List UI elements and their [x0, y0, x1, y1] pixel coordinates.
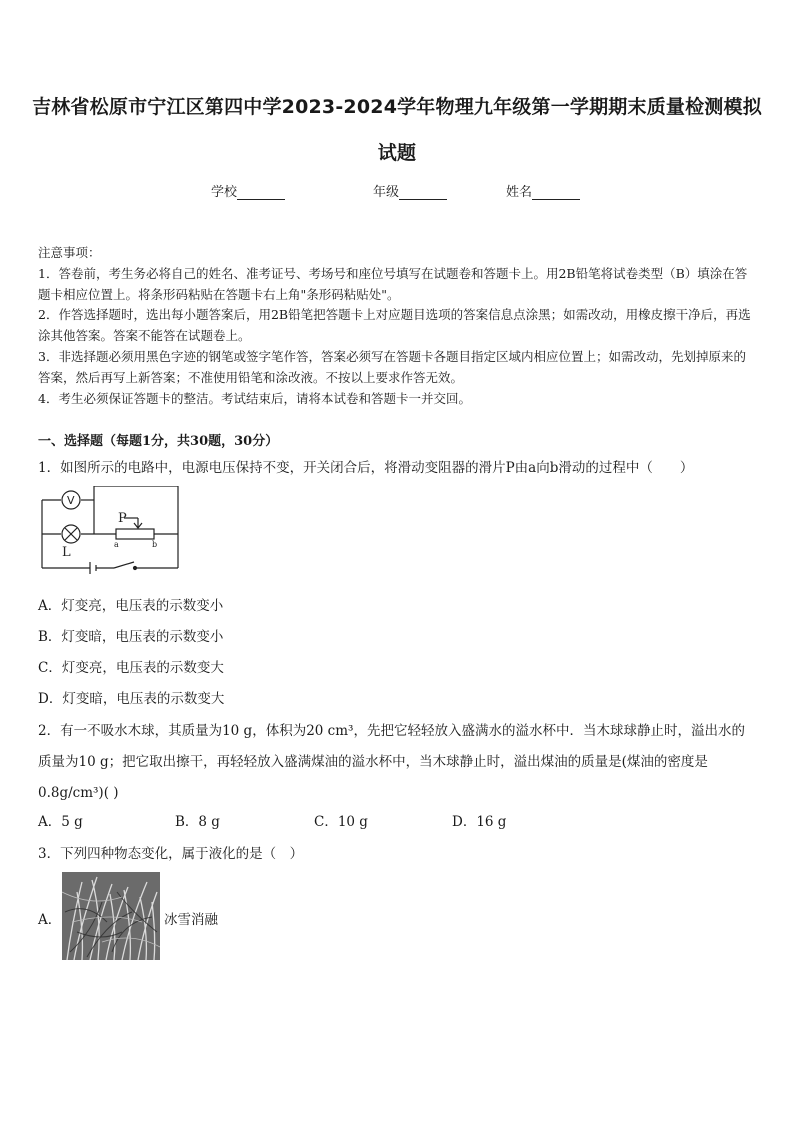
name-field[interactable]	[506, 181, 580, 200]
q1-option-a[interactable]: A．灯变亮，电压表的示数变小	[38, 598, 224, 614]
question-1-stem: 1．如图所示的电路中，电源电压保持不变，开关闭合后，将滑动变阻器的滑片P由a向b滑动的过程中（ ）	[38, 460, 694, 476]
school-field[interactable]	[211, 181, 285, 200]
q2-option-d[interactable]: D．16 g	[452, 814, 507, 830]
q1-option-d[interactable]: D．灯变暗，电压表的示数变大	[38, 691, 225, 707]
q1-option-b[interactable]: B．灯变暗，电压表的示数变小	[38, 629, 224, 645]
title-line-1: 吉林省松原市宁江区第四中学2023-2024学年物理九年级第一学期期末质量检测模拟	[32, 96, 762, 118]
school-blank[interactable]	[237, 185, 285, 200]
section-heading: 一、选择题（每题1分，共30题，30分）	[38, 434, 279, 449]
question-2-stem: 2．有一不吸水木球，其质量为10 g，体积为20 cm³，先把它轻轻放入盛满水的溢水杯中．当木球球静止时，溢出水的质量为10 g；把它取出擦干，再轻轻放入盛满煤油的溢水杯中，当木球静止时，溢出煤油的质量是(煤油的密度是0.8g/cm³)( )	[38, 723, 745, 801]
notice-section	[38, 243, 758, 409]
document-title	[30, 84, 764, 176]
notice-item-4: 4．考生必须保证答题卡的整洁。考试结束后，请将本试卷和答题卡一并交回。	[38, 390, 471, 406]
q1-option-c[interactable]: C．灯变亮，电压表的示数变大	[38, 660, 224, 676]
q3-option-a-label[interactable]: A．	[38, 912, 62, 928]
grade-field[interactable]	[373, 181, 447, 200]
q3-option-a-caption: 冰雪消融	[164, 912, 218, 928]
q2-option-c[interactable]: C．10 g	[314, 814, 368, 830]
q2-options-row	[38, 810, 758, 830]
notice-item-1: 1．答卷前，考生务必将自己的姓名、准考证号、考场号和座位号填写在试题卷和答题卡上。用2B铅笔将试卷类型（B）填涂在答题卡相应位置上。将条形码粘贴在答题卡右上角"条形码粘贴处"。	[38, 265, 748, 302]
notice-heading: 注意事项：	[38, 245, 101, 260]
circuit-diagram	[38, 486, 188, 578]
q2-option-b[interactable]: B．8 g	[175, 814, 220, 830]
name-blank[interactable]	[532, 185, 580, 200]
switch-icon	[134, 567, 137, 570]
grade-label: 年级	[373, 185, 400, 200]
notice-item-3: 3．非选择题必须用黑色字迹的钢笔或签字笔作答，答案必须写在答题卡各题目指定区域内相应位置上；如需改动，先划掉原来的答案，然后再写上新答案；不准使用铅笔和涂改液。不按以上要求作答无效。	[38, 348, 746, 385]
student-info-row	[0, 181, 794, 201]
voltmeter-label: V	[67, 494, 75, 507]
school-label: 学校	[211, 185, 238, 200]
name-label: 姓名	[506, 185, 533, 200]
end-a-label: a	[114, 540, 119, 549]
slider-label: P	[118, 511, 127, 526]
rheostat-icon	[116, 529, 154, 539]
grade-blank[interactable]	[399, 185, 447, 200]
lamp-label: L	[62, 545, 71, 560]
q2-option-a[interactable]: A．5 g	[38, 814, 83, 830]
title-line-2: 试题	[377, 142, 417, 164]
end-b-label: b	[152, 540, 158, 549]
notice-item-2: 2．作答选择题时，选出每小题答案后，用2B铅笔把答题卡上对应题目选项的答案信息点涂黑；如需改动，用橡皮擦干净后，再选涂其他答案。答案不能答在试题卷上。	[38, 307, 751, 344]
question-3-stem: 3．下列四种物态变化，属于液化的是（ ）	[38, 846, 304, 862]
snow-grass-photo	[62, 872, 160, 960]
